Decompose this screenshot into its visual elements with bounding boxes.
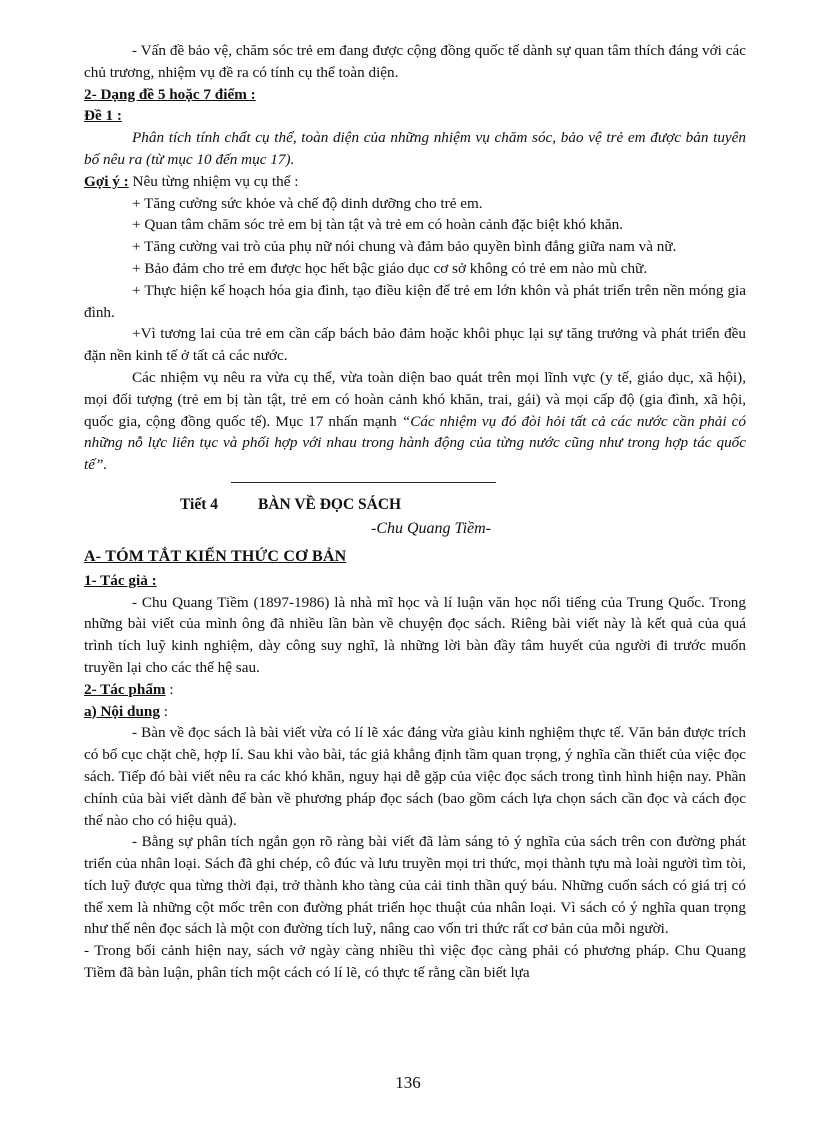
tac-gia-paragraph: - Chu Quang Tiềm (1897-1986) là nhà mĩ học và lí luận văn học nổi tiếng của Trung Quốc. Trong những bài viết của mình ông đã nhiều lần bàn về chuyện đọc sách. Riêng bài viết này là kết quả của quá trình tích luỹ kinh nghiệm, dày công suy nghĩ, là những lời bàn đầy tâm huyết của người đi trước muốn truyền lại cho các thế hệ sau. <box>84 593 746 676</box>
hint-text: Nêu từng nhiệm vụ cụ thể : <box>128 172 299 190</box>
summary-quote: “Các nhiệm vụ đó đòi hỏi tất cả các nước cần phải có những nỗ lực liên tục và phối hợp với nhau trong hành động của từng nước cũng như trong hợp tác quốc tế”. <box>84 412 746 474</box>
lesson-number: Tiết 4 <box>180 495 219 513</box>
heading-tac-pham: 2- Tác phẩm <box>84 680 166 698</box>
separator-row <box>84 476 746 494</box>
lesson-title: BÀN VỀ ĐỌC SÁCH <box>258 495 402 513</box>
de-1-prompt: Phân tích tính chất cụ thể, toàn diện của những nhiệm vụ chăm sóc, bảo vệ trẻ em được bản tuyên bố nêu ra (từ mục 10 đến mục 17). <box>84 129 746 168</box>
task-item: + Tăng cường vai trò của phụ nữ nói chung và đảm bảo quyền bình đẳng giữa nam và nữ. <box>132 238 677 256</box>
section-a-heading: A- TÓM TẮT KIẾN THỨC CƠ BẢN <box>84 547 347 565</box>
page-content <box>84 40 746 984</box>
heading-de-1: Đề 1 : <box>84 107 122 125</box>
noi-dung-colon: : <box>159 702 168 720</box>
heading-tac-pham-line <box>84 679 746 701</box>
paragraph-intro: - Vấn đề bảo vệ, chăm sóc trẻ em đang được cộng đồng quốc tế dành sự quan tâm thích đáng với các chủ trương, nhiệm vụ đề ra có tính cụ thể toàn diện. <box>84 42 746 81</box>
hint-line <box>84 171 746 193</box>
task-item: + Tăng cường sức khỏe và chế độ dinh dưỡng cho trẻ em. <box>132 194 483 212</box>
task-item: +Vì tương lai của trẻ em cần cấp bách bảo đảm hoặc khôi phục lại sự tăng trưởng và phát triển đều đặn nền kinh tế ở tất cả các nước. <box>84 325 746 365</box>
task-item: + Quan tâm chăm sóc trẻ em bị tàn tật và trẻ em có hoàn cảnh đặc biệt khó khăn. <box>132 216 624 234</box>
noi-dung-paragraph-3: - Trong bối cảnh hiện nay, sách vở ngày càng nhiều thì việc đọc càng phải có phương pháp. Chu Quang Tiềm đã bàn luận, phân tích một cách có lí lẽ, có thực tế rằng cần biết lựa <box>84 942 746 982</box>
heading-dang-de: 2- Dạng đề 5 hoặc 7 điểm : <box>84 85 256 103</box>
task-item: + Bảo đảm cho trẻ em được học hết bậc giáo dục cơ sở không có trẻ em nào mù chữ. <box>132 259 648 277</box>
noi-dung-paragraph-1: - Bàn về đọc sách là bài viết vừa có lí lẽ xác đáng vừa giàu kinh nghiệm thực tế. Văn bản được trích có bố cục chặt chẽ, hợp lí. Sau khi vào bài, tác giả khẳng định tầm quan trọng, ý nghĩa cần thiết của việc đọc sách. Tiếp đó bài viết nêu ra các khó khăn, nguy hại dễ gặp của việc đọc sách trong tình hình hiện nay. Phần chính của bài viết dành để bàn về phương pháp đọc sách (bao gồm cách lựa chọn sách cần đọc và cách đọc thế nào cho có hiệu quả). <box>84 724 746 829</box>
lesson-title-row <box>84 494 746 518</box>
hint-label: Gợi ý : <box>84 172 129 190</box>
page-number: 136 <box>395 1073 421 1092</box>
heading-noi-dung-line <box>84 701 746 723</box>
tac-pham-colon: : <box>165 680 174 698</box>
summary-paragraph <box>84 367 746 476</box>
heading-tac-gia: 1- Tác giả : <box>84 571 157 589</box>
noi-dung-paragraph-2: - Bằng sự phân tích ngắn gọn rõ ràng bài viết đã làm sáng tỏ ý nghĩa của sách trên con đường phát triển của nhân loại. Sách đã ghi chép, cô đúc và lưu truyền mọi tri thức, mọi thành tựu mà loài người tìm tòi, tích luỹ được qua từng thời đại, trở thành kho tàng của cải tinh thần quý báu. Những cuốn sách có giá trị có thể xem là những cột mốc trên con đường phát triển học thuật của nhân loại. Vì sách có ý nghĩa quan trọng như thế nên đọc sách là một con đường tích luỹ, nâng cao vốn tri thức rất cơ bản của mỗi người. <box>84 833 746 938</box>
heading-noi-dung: a) Nội dung <box>84 702 160 720</box>
author-name: -Chu Quang Tiềm- <box>371 519 491 537</box>
separator-line <box>231 482 496 483</box>
summary-text: Các nhiệm vụ nêu ra vừa cụ thể, vừa toàn diện bao quát trên mọi lĩnh vực (y tế, giáo dục, xã hội), mọi đối tượng (trẻ em bị tàn tật, trẻ em có hoàn cảnh khó khăn, trai, gái) và mọi cấp độ (gia đình, xã hội, quốc gia, cộng đồng quốc tế). Mục 17 nhấn mạnh <box>84 368 746 430</box>
task-item: + Thực hiện kế hoạch hóa gia đình, tạo điều kiện để trẻ em lớn khôn và phát triển trên nền móng gia đình. <box>84 281 746 321</box>
author-row <box>84 518 746 542</box>
